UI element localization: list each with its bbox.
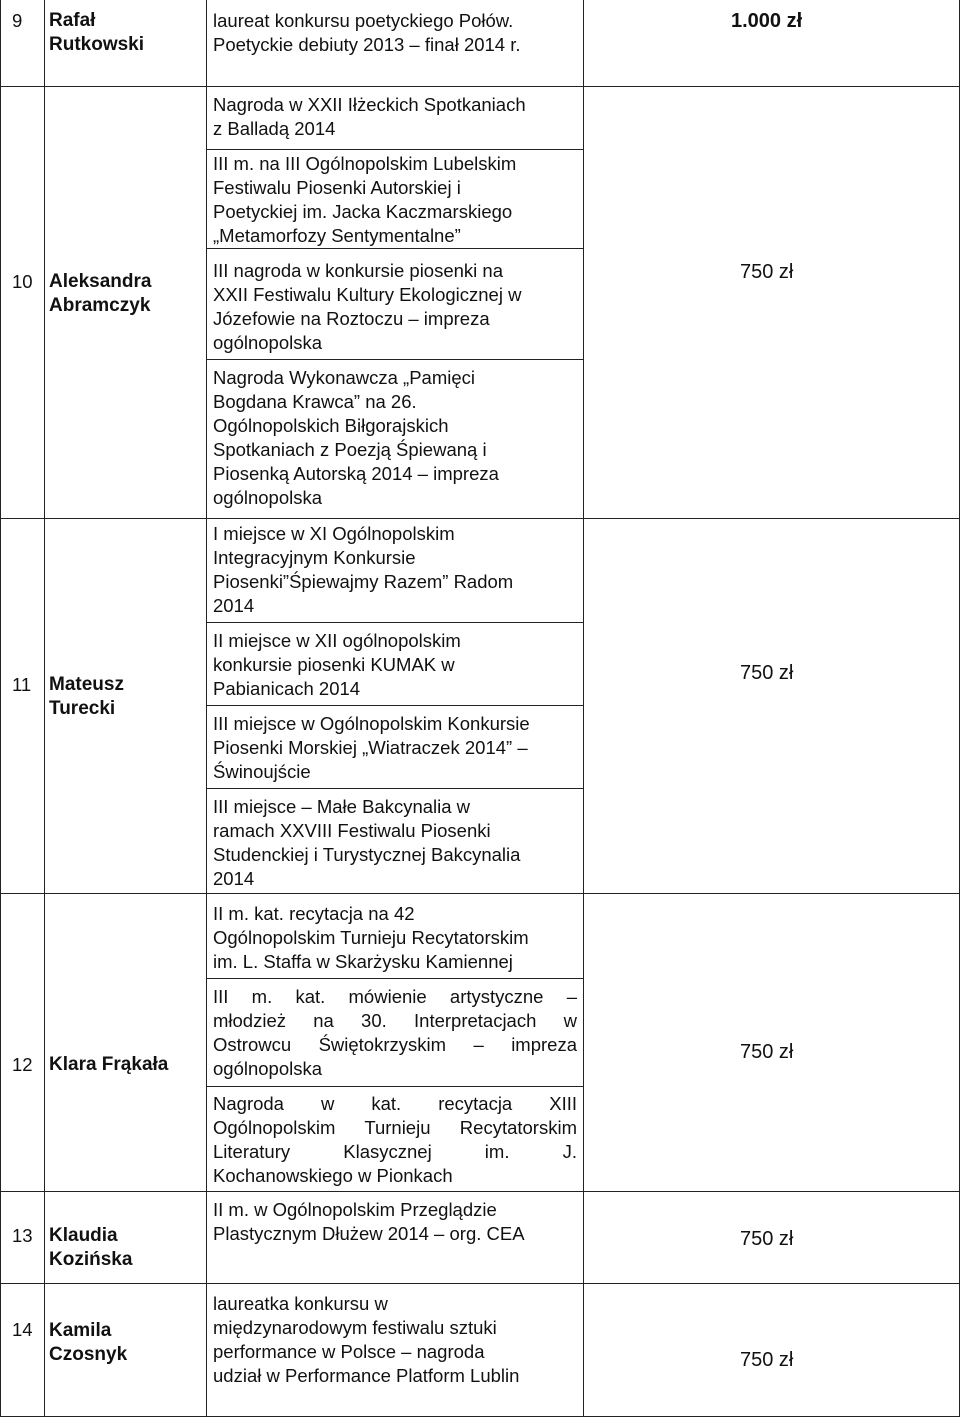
award-line: III miejsce w Ogólnopolskim Konkursie [213, 713, 530, 734]
award-line: XXII Festiwalu Kultury Ekologicznej w [213, 284, 522, 305]
award-line: Studenckiej i Turystycznej Bakcynalia [213, 844, 521, 865]
award-line: Piosenki”Śpiewajmy Razem” Radom [213, 571, 514, 592]
person-name: Rutkowski [49, 34, 145, 55]
award-line: II m. w Ogólnopolskim Przeglądzie [213, 1199, 497, 1220]
person-name: Turecki [49, 698, 116, 719]
amount: 750 zł [740, 261, 794, 283]
award-line: Świnoujście [213, 761, 311, 782]
person-name: Mateusz [49, 674, 124, 695]
award-line: ogólnopolska [213, 332, 323, 353]
person-name: Abramczyk [49, 295, 151, 316]
award-line: Nagroda Wykonawcza „Pamięci [213, 367, 476, 388]
award-line: Piosenki Morskiej „Wiatraczek 2014” – [213, 737, 528, 758]
award-line: Piosenką Autorską 2014 – impreza [213, 463, 499, 484]
person-name: Rafał [49, 10, 96, 31]
amount: 750 zł [740, 1349, 794, 1371]
award-line: konkursie piosenki KUMAK w [213, 654, 455, 675]
award-line: I miejsce w XI Ogólnopolskim [213, 523, 455, 544]
amount: 750 zł [740, 1228, 794, 1250]
award-line: Integracyjnym Konkursie [213, 547, 416, 568]
row-number: 9 [12, 10, 23, 31]
amount: 1.000 zł [731, 10, 803, 32]
award-line: II m. kat. recytacja na 42 [213, 903, 415, 924]
award-line: im. L. Staffa w Skarżysku Kamiennej [213, 951, 513, 972]
award-line: z Balladą 2014 [213, 118, 336, 139]
row-number: 10 [12, 271, 33, 292]
award-line: performance w Polsce – nagroda [213, 1341, 485, 1362]
award-line: laureatka konkursu w [213, 1293, 388, 1314]
person-name: Kamila [49, 1320, 112, 1341]
row-number: 13 [12, 1225, 33, 1246]
award-line: ogólnopolska [213, 487, 323, 508]
award-line: Ostrowcu Świętokrzyskim – impreza [213, 1034, 577, 1055]
award-line: Bogdana Krawca” na 26. [213, 391, 417, 412]
award-line: Ogólnopolskim Turnieju Recytatorskim [213, 927, 529, 948]
award-line: Ogólnopolskich Biłgorajskich [213, 415, 449, 436]
person-name: Kozińska [49, 1249, 133, 1270]
award-line: Literatury Klasycznej im. J. [213, 1141, 577, 1162]
award-line: Poetyckie debiuty 2013 – finał 2014 r. [213, 34, 521, 55]
award-line: Ogólnopolskim Turnieju Recytatorskim [213, 1117, 577, 1138]
award-line: młodzież na 30. Interpretacjach w [213, 1010, 577, 1031]
person-name: Klara Frąkała [49, 1054, 169, 1075]
award-line: II miejsce w XII ogólnopolskim [213, 630, 461, 651]
amount: 750 zł [740, 662, 794, 684]
award-line: 2014 [213, 868, 255, 889]
row-number: 14 [12, 1319, 33, 1340]
row-number: 11 [12, 674, 32, 695]
person-name: Klaudia [49, 1225, 118, 1246]
row-number: 12 [12, 1054, 33, 1075]
award-line: Pabianicach 2014 [213, 678, 361, 699]
award-line: III m. kat. mówienie artystyczne – [213, 986, 577, 1007]
person-name: Czosnyk [49, 1344, 128, 1365]
award-line: Józefowie na Roztoczu – impreza [213, 308, 490, 329]
award-line: Festiwalu Piosenki Autorskiej i [213, 177, 461, 198]
amount: 750 zł [740, 1041, 794, 1063]
award-line: międzynarodowym festiwalu sztuki [213, 1317, 497, 1338]
award-line: 2014 [213, 595, 255, 616]
award-line: Plastycznym Dłużew 2014 – org. CEA [213, 1223, 525, 1244]
award-line: ogólnopolska [213, 1058, 323, 1079]
award-line: Poetyckiej im. Jacka Kaczmarskiego [213, 201, 513, 222]
award-line: III nagroda w konkursie piosenki na [213, 260, 504, 281]
person-name: Aleksandra [49, 271, 152, 292]
award-line: Nagroda w XXII Iłżeckich Spotkaniach [213, 94, 526, 115]
award-line: Kochanowskiego w Pionkach [213, 1165, 453, 1186]
award-line: ramach XXVIII Festiwalu Piosenki [213, 820, 491, 841]
award-line: Spotkaniach z Poezją Śpiewaną i [213, 439, 487, 460]
award-line: laureat konkursu poetyckiego Połów. [213, 10, 514, 31]
award-line: Nagroda w kat. recytacja XIII [213, 1093, 577, 1114]
award-line: „Metamorfozy Sentymentalne” [213, 225, 461, 246]
award-line: III m. na III Ogólnopolskim Lubelskim [213, 153, 517, 174]
award-line: udział w Performance Platform Lublin [213, 1365, 520, 1386]
award-line: III miejsce – Małe Bakcynalia w [213, 796, 471, 817]
